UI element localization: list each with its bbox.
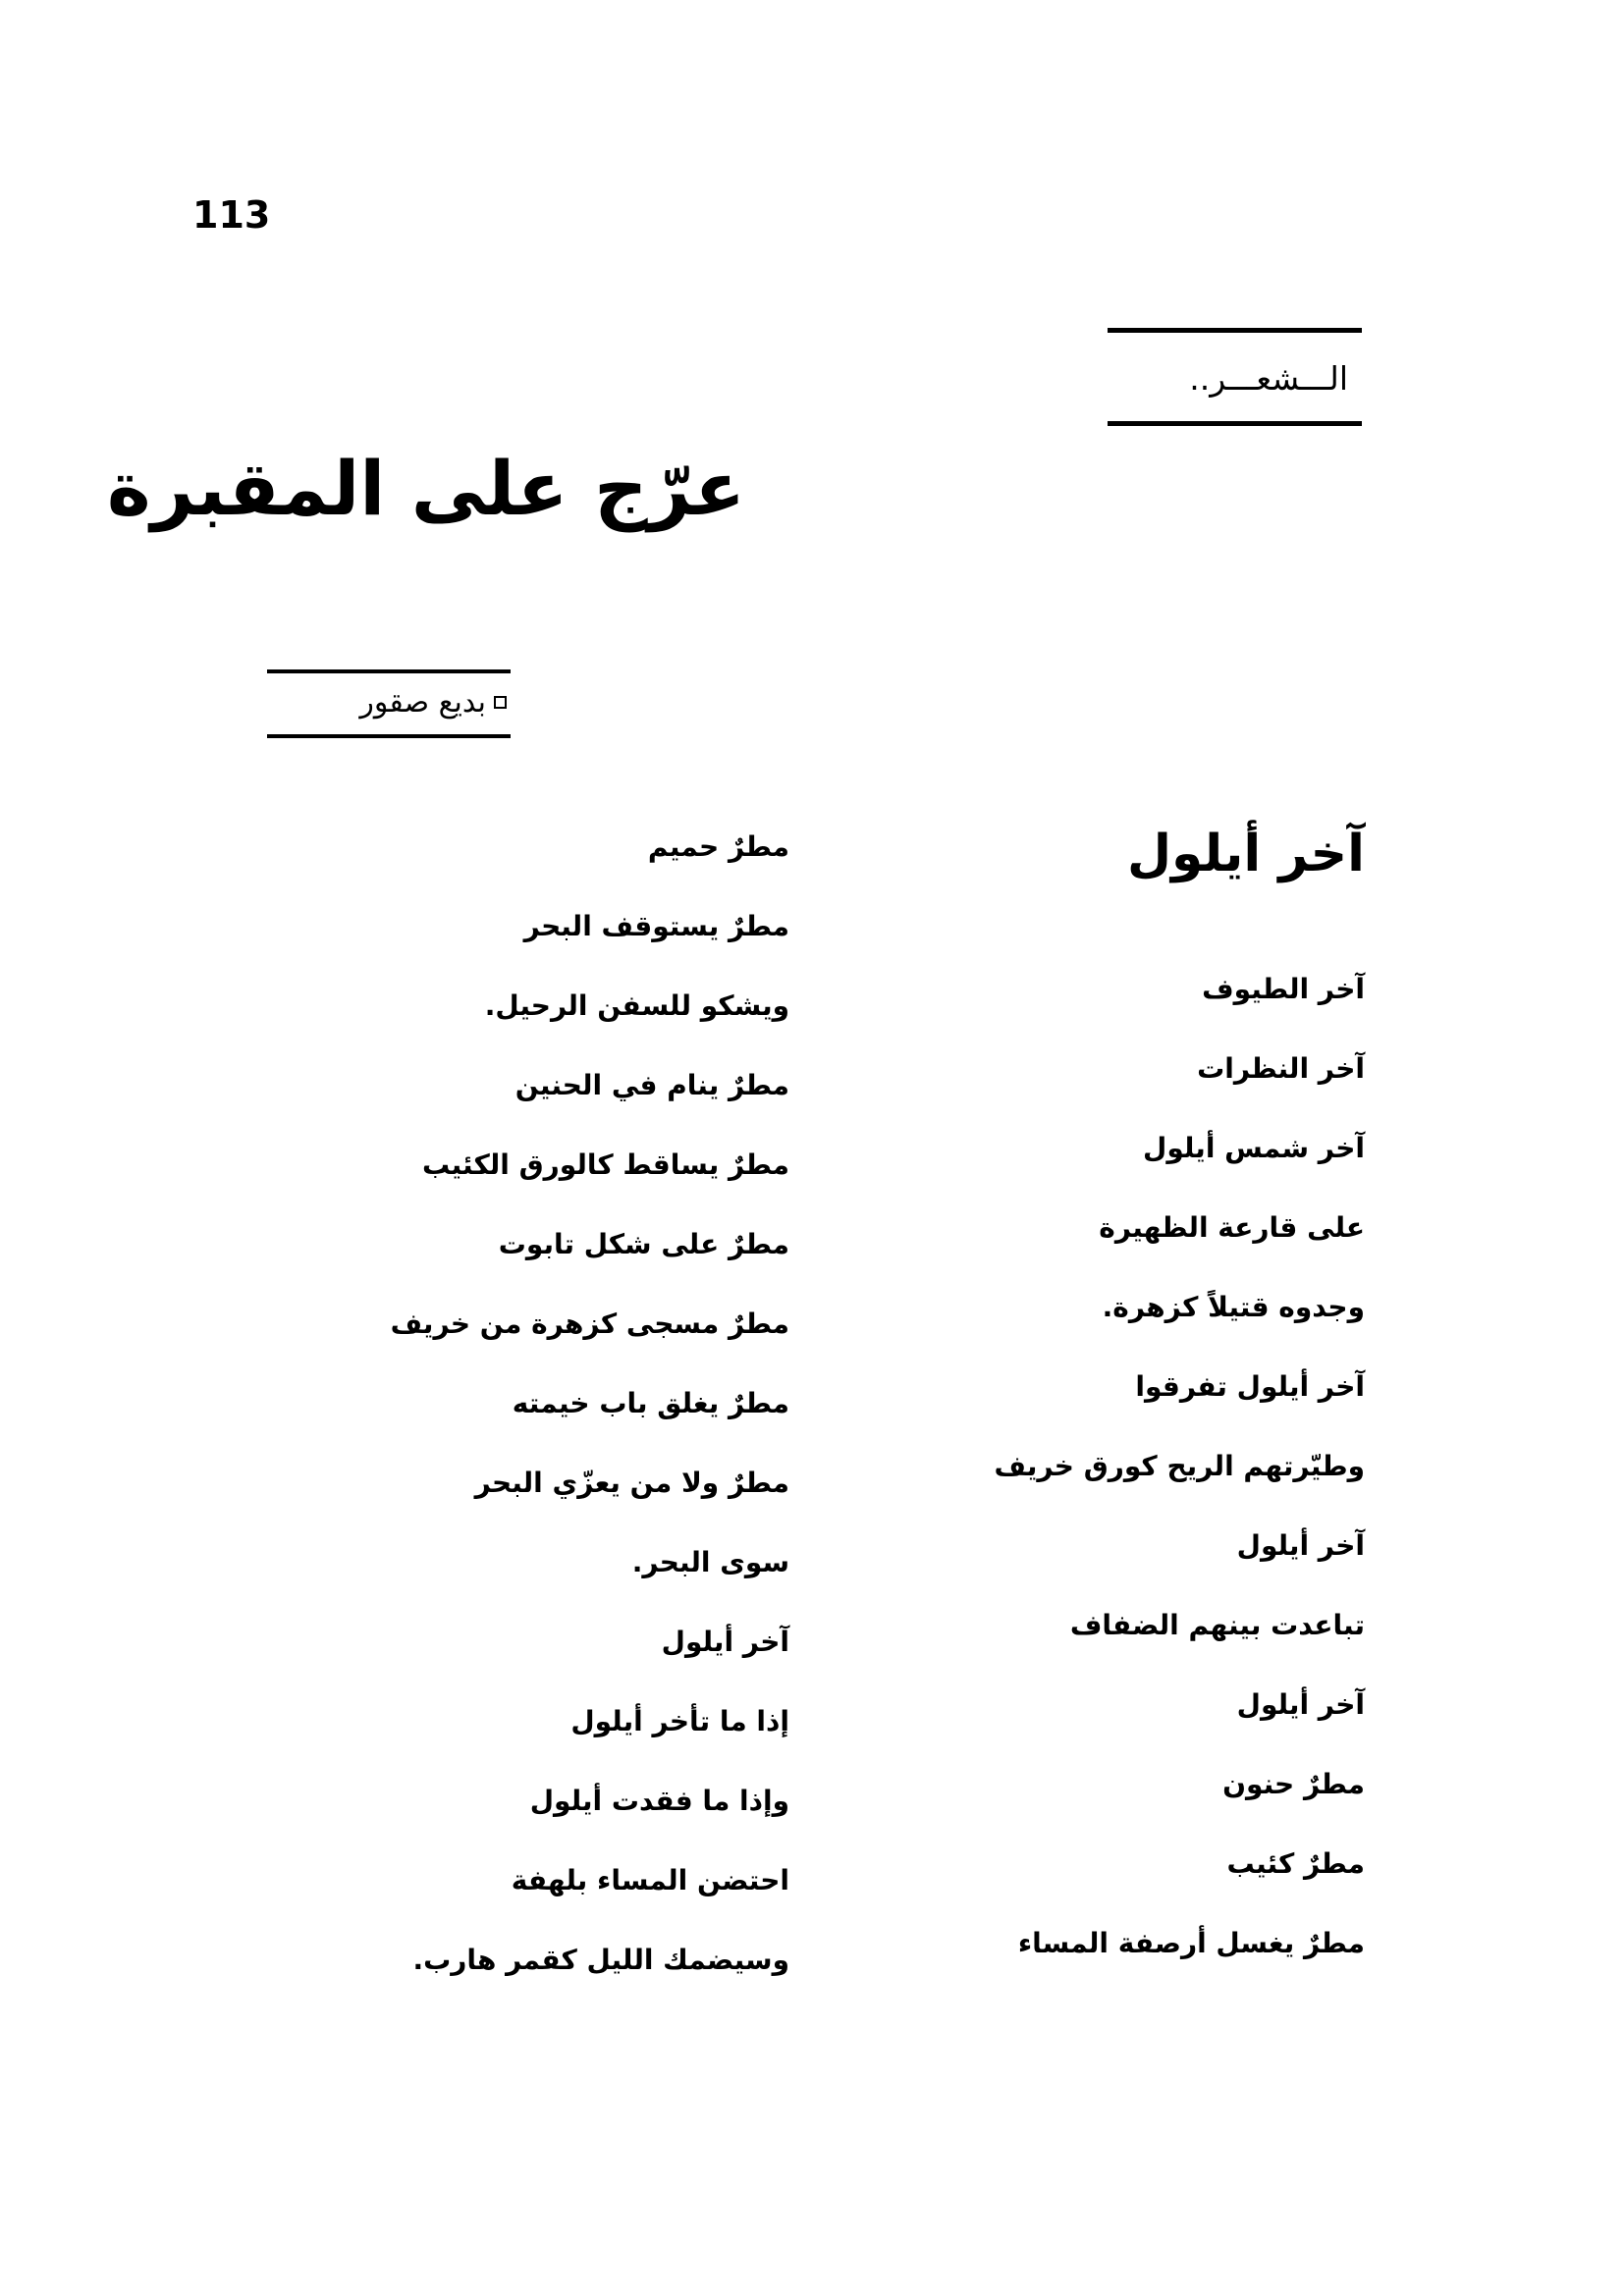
poem-line: تباعدت بينهم الضفاف — [1069, 1609, 1365, 1641]
poem-column-right — [776, 0, 1365, 2296]
poem-line: وجدوه قتيلاً كزهرة. — [1102, 1291, 1365, 1323]
page-number: 113 — [192, 193, 271, 237]
poem-line: احتضن المساء بلهفة — [511, 1864, 789, 1896]
poem-line: مطرٌ كئيب — [1226, 1847, 1365, 1880]
poem-line: آخر أيلول — [1236, 1529, 1365, 1562]
poem-line: وإذا ما فقدت أيلول — [529, 1785, 789, 1817]
poem-line: مطرٌ ينام في الحنين — [514, 1069, 789, 1101]
poem-line: مطرٌ يساقط كالورق الكئيب — [421, 1148, 789, 1181]
poem-title: عرّج على المقبرة — [106, 445, 745, 532]
author-name: بديع صقور — [359, 685, 486, 720]
poem-line: آخر الطيوف — [1202, 973, 1365, 1005]
poem-line: مطرٌ مسجى كزهرة من خريف — [390, 1308, 789, 1340]
poem-line: على قارعة الظهيرة — [1099, 1211, 1365, 1244]
poem-line: مطرٌ حميم — [647, 830, 789, 863]
poem-line: مطرٌ يغلق باب خيمته — [512, 1387, 789, 1419]
poem-line: مطرٌ حنون — [1222, 1768, 1365, 1800]
poem-subtitle: آخر أيلول — [1126, 825, 1365, 883]
poem-line: وطيّرتهم الريح كورق خريف — [994, 1450, 1365, 1482]
poem-line: إذا ما تأخر أيلول — [570, 1705, 789, 1737]
poem-line: آخر أيلول — [1236, 1688, 1365, 1721]
poem-line: ويشكو للسفن الرحيل. — [484, 989, 789, 1022]
poem-line: آخر شمس أيلول — [1143, 1132, 1365, 1164]
poem-line: مطرٌ على شكل تابوت — [498, 1228, 789, 1260]
poem-line: مطرٌ يغسل أرصفة المساء — [1017, 1927, 1365, 1959]
poem-line: وسيضمك الليل كقمر هارب. — [412, 1944, 789, 1976]
poem-line: مطرٌ ولا من يعزّي البحر — [474, 1467, 789, 1499]
poem-line: سوى البحر. — [631, 1546, 789, 1578]
poem-column-left — [240, 0, 789, 2296]
poem-line: مطرٌ يستوقف البحر — [523, 910, 789, 942]
section-label: الـــشعـــر.. — [1189, 359, 1348, 398]
poem-line: آخر النظرات — [1197, 1052, 1365, 1085]
poem-line: آخر أيلول — [661, 1626, 789, 1658]
poem-line: آخر أيلول تفرقوا — [1135, 1370, 1365, 1403]
